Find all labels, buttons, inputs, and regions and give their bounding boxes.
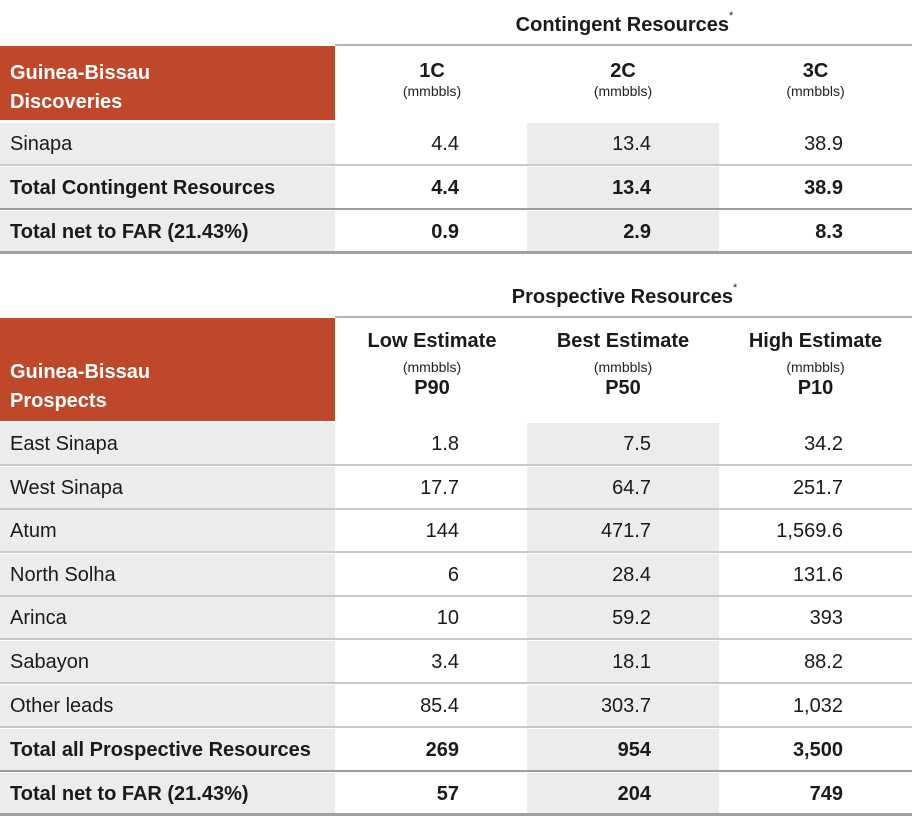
row-label: Arinca [0, 597, 335, 639]
row-rule [0, 164, 912, 166]
cell-high: 3,500 [792, 739, 843, 761]
table-row-total [0, 167, 912, 209]
table-row-net [0, 773, 912, 815]
cell-3c: 38.9 [804, 177, 843, 199]
table-row-total [0, 729, 912, 771]
contingent-col-3c [719, 60, 912, 99]
cell-low: 6 [447, 564, 459, 586]
row-label: West Sinapa [0, 467, 335, 509]
col-name: Low Estimate [367, 330, 497, 352]
cell-low: 3.4 [431, 651, 459, 673]
row-rule [0, 770, 912, 772]
cell-2c: 2.9 [623, 221, 651, 243]
table-row [0, 423, 912, 465]
cell-high: 393 [809, 607, 843, 629]
contingent-title [337, 10, 912, 37]
row-rule [0, 638, 912, 640]
row-label: Total Contingent Resources [0, 167, 335, 209]
contingent-header-label [0, 46, 335, 120]
row-rule [0, 251, 912, 254]
row-label: North Solha [0, 554, 335, 596]
prospective-header-label [0, 318, 335, 421]
cell-1c: 4.4 [431, 177, 459, 199]
contingent-title-text: Contingent Resources [515, 14, 730, 36]
cell-best: 28.4 [612, 564, 651, 586]
col-percentile: P90 [414, 377, 450, 399]
prospective-top-rule [335, 316, 912, 318]
cell-best: 7.5 [623, 433, 651, 455]
cell-low: 10 [436, 607, 459, 629]
table-row [0, 467, 912, 509]
contingent-top-rule [335, 44, 912, 46]
cell-high: 749 [809, 783, 843, 805]
col-unit: (mmbbls) [786, 359, 845, 375]
row-label: Other leads [0, 685, 335, 727]
cell-best: 471.7 [600, 520, 651, 542]
cell-low: 57 [436, 783, 459, 805]
col-unit: (mmbbls) [786, 83, 845, 99]
col-name: 2C [610, 60, 636, 82]
table-row [0, 685, 912, 727]
cell-1c: 0.9 [431, 221, 459, 243]
prospective-col-best [527, 330, 719, 400]
row-label: Total all Prospective Resources [0, 729, 335, 771]
contingent-title-mark: * [729, 10, 734, 23]
cell-best: 59.2 [612, 607, 651, 629]
cell-3c: 38.9 [804, 133, 843, 155]
table-row [0, 597, 912, 639]
table-row [0, 123, 912, 165]
table-row [0, 554, 912, 596]
cell-low: 85.4 [420, 695, 459, 717]
contingent-header-line2: Discoveries [10, 91, 123, 113]
row-label: Total net to FAR (21.43%) [0, 211, 335, 253]
prospective-header-line2: Prospects [10, 390, 107, 412]
prospective-header-line1: Guinea-Bissau [10, 361, 151, 383]
cell-high: 251.7 [792, 477, 843, 499]
cell-3c: 8.3 [815, 221, 843, 243]
cell-high: 1,569.6 [776, 520, 843, 542]
table-row [0, 641, 912, 683]
col-name: Best Estimate [556, 330, 690, 352]
table-row [0, 510, 912, 552]
cell-high: 88.2 [804, 651, 843, 673]
row-rule [0, 726, 912, 728]
col-unit: (mmbbls) [593, 359, 653, 375]
row-label: East Sinapa [0, 423, 335, 465]
table-row-net [0, 211, 912, 253]
col-name: 3C [802, 60, 829, 82]
row-label: Atum [0, 510, 335, 552]
cell-low: 144 [425, 520, 459, 542]
cell-low: 1.8 [431, 433, 459, 455]
cell-best: 18.1 [612, 651, 651, 673]
contingent-col-2c [527, 60, 719, 99]
row-rule [0, 682, 912, 684]
cell-high: 1,032 [792, 695, 843, 717]
col-unit: (mmbbls) [593, 83, 653, 99]
cell-best: 303.7 [600, 695, 651, 717]
cell-low: 17.7 [420, 477, 459, 499]
cell-best: 204 [617, 783, 651, 805]
col-name: 1C [419, 60, 445, 82]
cell-1c: 4.4 [431, 133, 459, 155]
cell-high: 131.6 [792, 564, 843, 586]
col-percentile: P10 [797, 377, 834, 399]
prospective-title-mark: * [732, 282, 738, 295]
prospective-col-low [337, 330, 527, 400]
cell-high: 34.2 [804, 433, 843, 455]
row-rule [0, 208, 912, 210]
cell-2c: 13.4 [612, 177, 651, 199]
cell-2c: 13.4 [612, 133, 651, 155]
row-label: Sabayon [0, 641, 335, 683]
cell-low: 269 [425, 739, 459, 761]
col-name: High Estimate [748, 330, 883, 352]
prospective-col-high [719, 330, 912, 400]
contingent-col-1c [337, 60, 527, 99]
col-unit: (mmbbls) [402, 359, 462, 375]
row-label: Sinapa [0, 123, 335, 165]
row-label: Total net to FAR (21.43%) [0, 773, 335, 815]
prospective-title [337, 282, 912, 309]
col-unit: (mmbbls) [402, 83, 462, 99]
prospective-title-text: Prospective Resources [511, 286, 733, 308]
cell-best: 954 [617, 739, 651, 761]
col-percentile: P50 [605, 377, 641, 399]
cell-best: 64.7 [612, 477, 651, 499]
row-rule [0, 551, 912, 553]
row-rule [0, 813, 912, 816]
contingent-header-line1: Guinea-Bissau [10, 62, 151, 84]
row-rule [0, 464, 912, 466]
